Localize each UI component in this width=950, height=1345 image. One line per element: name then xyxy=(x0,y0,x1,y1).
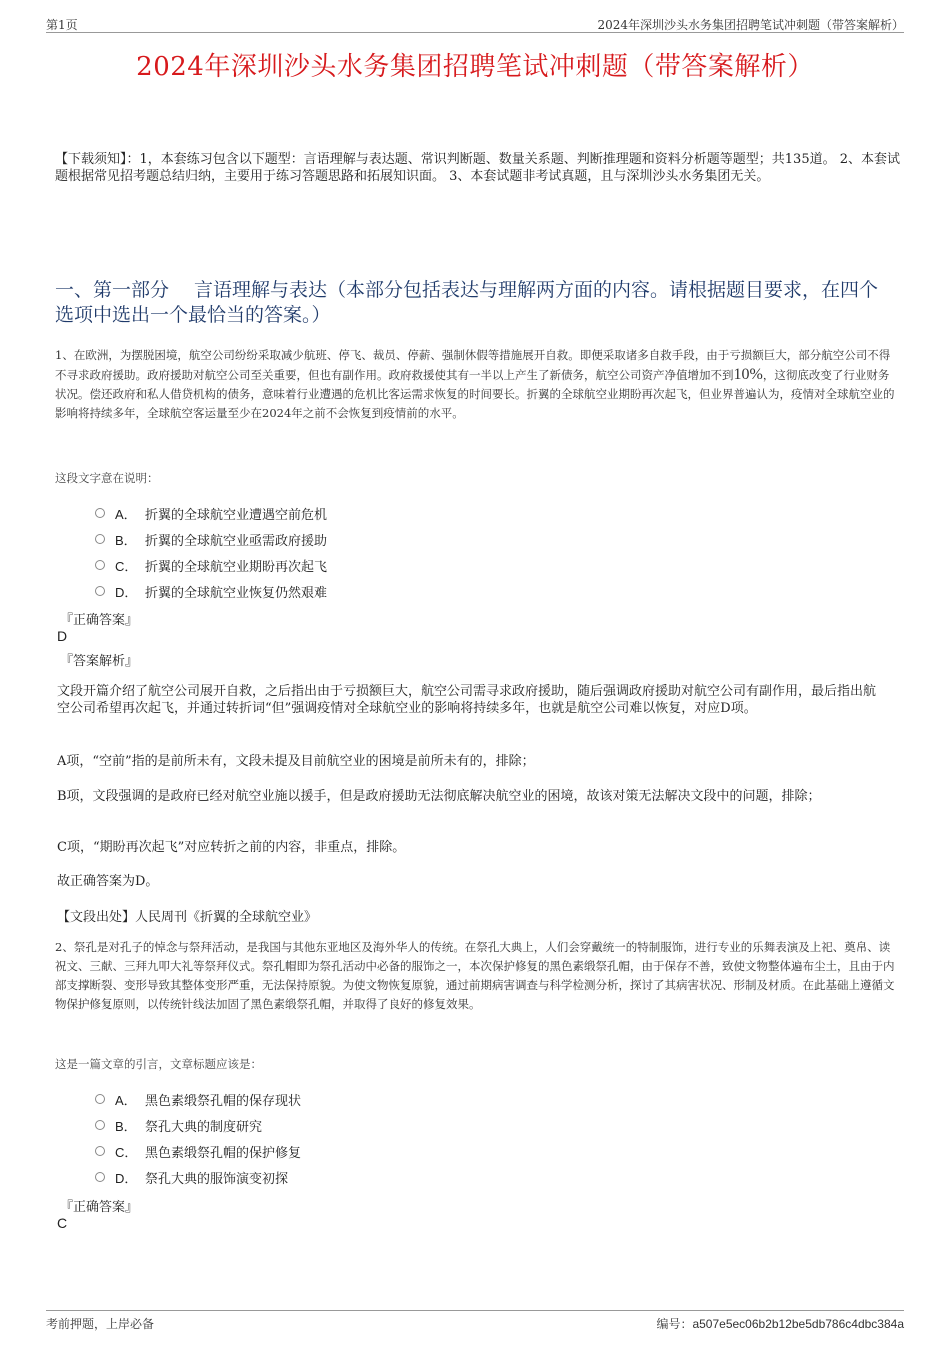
page-footer xyxy=(46,1310,904,1331)
q1-analysis-para-2: A项，“空前”指的是前所未有，文段未提及目前航空业的困境是前所未有的，排除； xyxy=(57,754,535,769)
q1-analysis-para-5: 故正确答案为D。 xyxy=(57,874,159,889)
radio-icon[interactable] xyxy=(95,534,105,544)
section-heading: 一、第一部分 言语理解与表达（本部分包括表达与理解两方面的内容。请根据题目要求，在四个选项中选出一个最恰当的答案。） xyxy=(55,279,879,326)
q1-option-c[interactable]: C． 折翼的全球航空业期盼再次起飞 xyxy=(95,552,595,578)
radio-icon[interactable] xyxy=(95,1172,105,1182)
question-1-options xyxy=(95,500,595,604)
q1-option-b[interactable]: B． 折翼的全球航空业亟需政府援助 xyxy=(95,526,595,552)
radio-icon[interactable] xyxy=(95,1094,105,1104)
q1-stem-part-a: 1、在欧洲，为摆脱困境，航空公司纷纷采取减少航班、停飞、裁员、停薪、强制休假等措施展开自救。即便采取诸多自救手段，由于亏损额巨大，部分航空公司不得不寻求政府援助。政府援助对航空公司至关重要，但也有副作用。政府救援使其有一半以上产生了新债务，航空公司资产净值增加不到 xyxy=(55,348,891,382)
q2-option-c[interactable]: C． 黑色素缎祭孔帽的保护修复 xyxy=(95,1138,595,1164)
footer-slogan: 考前押题，上岸必备 xyxy=(46,1317,155,1331)
question-1-stem xyxy=(55,346,900,423)
q1-answer: D xyxy=(57,628,68,644)
footer-code xyxy=(656,1315,904,1332)
radio-icon[interactable] xyxy=(95,586,105,596)
footer-code-label: 编号： xyxy=(656,1317,693,1331)
question-2-stem: 2、祭孔是对孔子的悼念与祭拜活动，是我国与其他东亚地区及海外华人的传统。在祭孔大典上，人们会穿戴统一的特制服饰，进行专业的乐舞表演及上祀、奠帛、读祝文、三献、三拜九叩大礼等祭拜仪式。祭孔帽即为祭孔活动中必备的服饰之一，本次保护修复的黑色素缎祭孔帽，由于保存不善，致使文物整体遍布尘土，且由于内部支撑断裂、变形导致其整体变形严重，无法保持原貌。为使文物恢复原貌，通过前期病害调查与科学检测分析，探讨了其病害状况、形制及材质。在此基础上遵循文物保护修复原则，以传统针线法加固了黑色素缎祭孔帽，并取得了良好的修复效果。 xyxy=(55,940,895,1011)
radio-icon[interactable] xyxy=(95,1146,105,1156)
header-doc-title: 2024年深圳沙头水务集团招聘笔试冲刺题（带答案解析） xyxy=(597,18,904,32)
question-2-options xyxy=(95,1086,595,1190)
footer-code-value: a507e5ec06b2b12be5db786c4dbc384a xyxy=(692,1317,904,1331)
radio-icon[interactable] xyxy=(95,560,105,570)
q1-analysis-para-4: C项，“期盼再次起飞”对应转折之前的内容，非重点，排除。 xyxy=(57,840,406,855)
radio-icon[interactable] xyxy=(95,508,105,518)
document-title: 2024年深圳沙头水务集团招聘笔试冲刺题（带答案解析） xyxy=(136,52,814,82)
q1-option-d[interactable]: D． 折翼的全球航空业恢复仍然艰难 xyxy=(95,578,595,604)
download-notice: 【下载须知】：1，本套练习包含以下题型：言语理解与表达题、常识判断题、数量关系题、判断推理题和资料分析题等题型；共135道。 2、本套试题根据常见招考题总结归纳，主要用于练习答题思路和拓展知识面。 3、本套试题非考试真题，且与深圳沙头水务集团无关。 xyxy=(55,152,900,184)
q1-option-a[interactable]: A． 折翼的全球航空业遭遇空前危机 xyxy=(95,500,595,526)
q2-option-a[interactable]: A． 黑色素缎祭孔帽的保存现状 xyxy=(95,1086,595,1112)
q1-analysis-para-1: 文段开篇介绍了航空公司展开自救，之后指出由于亏损额巨大，航空公司需寻求政府援助，随后强调政府援助对航空公司有副作用，最后指出航空公司希望再次起飞，并通过转折词“但”强调疫情对全球航空业的影响将持续多年，也就是航空公司难以恢复，对应D项。 xyxy=(57,684,877,716)
q2-answer: C xyxy=(57,1215,68,1231)
radio-icon[interactable] xyxy=(95,1120,105,1130)
q1-percent-figure: 10% xyxy=(733,366,763,383)
question-1-prompt: 这段文字意在说明： xyxy=(55,471,159,485)
q2-option-b[interactable]: B． 祭孔大典的制度研究 xyxy=(95,1112,595,1138)
q1-analysis-para-3: B项，文段强调的是政府已经对航空业施以援手，但是政府援助无法彻底解决航空业的困境，故该对策无法解决文段中的问题，排除； xyxy=(57,789,821,804)
page-header xyxy=(46,14,904,33)
q1-analysis-label: 『答案解析』 xyxy=(60,654,139,669)
page-number: 第1页 xyxy=(46,18,78,32)
q1-answer-label: 『正确答案』 xyxy=(60,613,139,628)
q1-source: 【文段出处】人民周刊《折翼的全球航空业》 xyxy=(57,910,318,925)
question-2-prompt: 这是一篇文章的引言，文章标题应该是： xyxy=(55,1057,262,1071)
q2-option-d[interactable]: D． 祭孔大典的服饰演变初探 xyxy=(95,1164,595,1190)
q2-answer-label: 『正确答案』 xyxy=(60,1200,139,1215)
q1-stem-part-b: ，这彻底改变了行业财务状况。偿还政府和私人借贷机构的债务，意味着行业遭遇的危机比客运需求恢复的时间要长。折翼的全球航空业期盼再次起飞，但业界普遍认为，疫情对全球航空业的影响将持续多年，全球航空客运量至少在2024年之前不会恢复到疫情前的水平。 xyxy=(55,368,895,420)
